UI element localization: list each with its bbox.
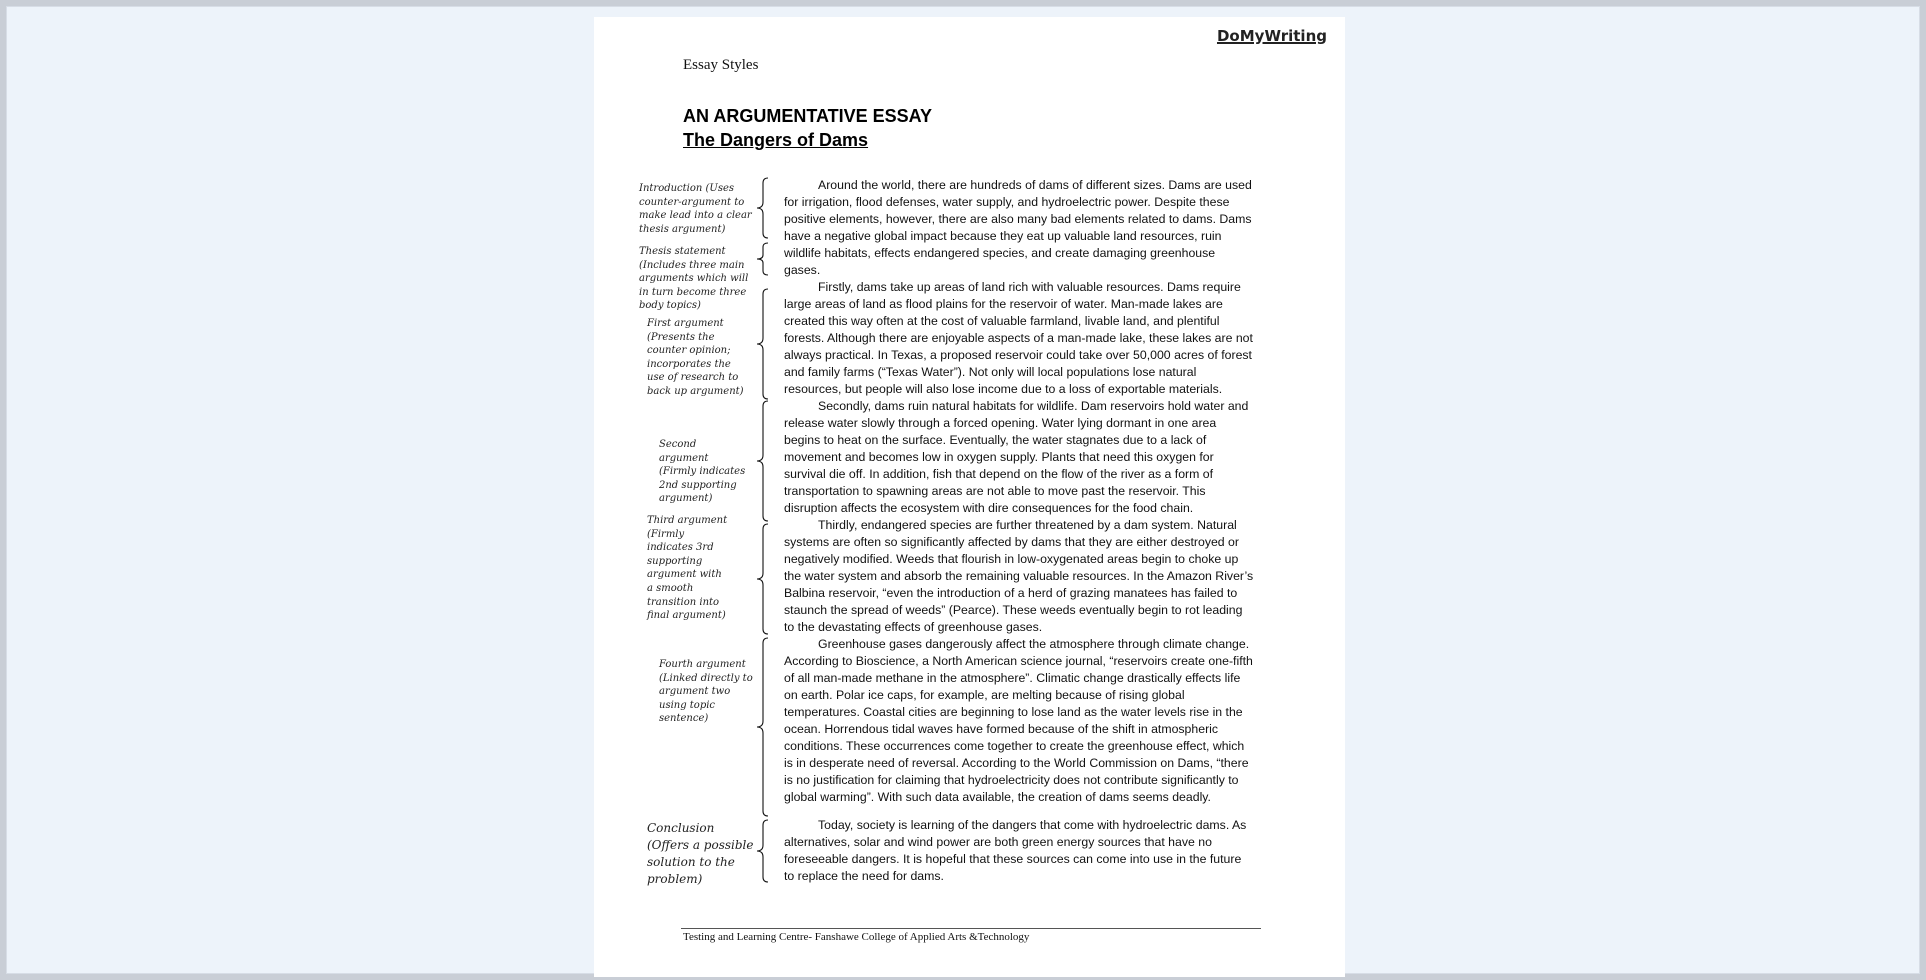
brace-fourth <box>754 637 778 817</box>
annotation-third: Third argument (Firmly indicates 3rd supporting argument with a smooth transition into final argument) <box>647 515 728 622</box>
paragraph-first-argument <box>784 279 1254 398</box>
paragraph-fourth-argument <box>784 636 1254 806</box>
annotation-fourth: Fourth argument (Linked directly to argument two using topic sentence) <box>659 659 753 725</box>
brace-thesis <box>754 242 778 276</box>
paragraph-fourth-argument-text: Greenhouse gases dangerously affect the atmosphere through climate change. According to Bioscience, a North American science journal, “reservoirs create one-fifth of all man-made methane in the atmosphere”. Climatic change drastically effects life on earth. Polar ice caps, for example, are melting because of rising global temperatures. Coastal cities are beginning to lose land as the water levels rise in the ocean. Horrendous tidal waves have formed because of the shift in atmospheric conditions. These occurrences come together to create the greenhouse effect, which is in desperate need of reversal. According to the World Commission on Dams, “there is no justification for claiming that hydroelectricity does not contribute significantly to global warming”. With such data available, the creation of dams seems deadly. <box>784 637 1253 804</box>
paragraph-introduction <box>784 177 1254 279</box>
brace-third <box>754 523 778 635</box>
annotation-thesis: Thesis statement (Includes three main arguments which will in turn become three body topics) <box>639 246 749 312</box>
annotation-first: First argument (Presents the counter opinion; incorporates the use of research to back up argument) <box>647 318 744 397</box>
annotation-conclusion: Conclusion (Offers a possible solution to the problem) <box>647 821 754 886</box>
document-viewer[interactable] <box>6 6 1920 974</box>
brace-first <box>754 288 778 400</box>
brace-conclusion <box>754 819 778 883</box>
brace-second <box>754 400 778 522</box>
paragraph-first-argument-text: Firstly, dams take up areas of land rich with valuable resources. Dams require large areas of land as flood plains for the reservoir of water. Man-made lakes are created this way often at the cost of valuable farmland, livable land, and plentiful forests. Although there are enjoyable aspects of a man-made lake, these lakes are not always practical. In Texas, a proposed reservoir could take over 50,000 acres of forest and family farms (“Texas Water”). Not only will local populations lose natural resources, but people will also lose income due to a loss of exportable materials. <box>784 280 1253 396</box>
page-footer: Testing and Learning Centre- Fanshawe College of Applied Arts &Technology <box>683 931 1030 943</box>
annotation-second: Second argument (Firmly indicates 2nd supporting argument) <box>659 439 746 505</box>
page-header: Essay Styles <box>683 57 759 73</box>
footer-divider <box>681 928 1261 929</box>
paragraph-second-argument <box>784 398 1254 517</box>
paragraph-third-argument <box>784 517 1254 636</box>
annotation-intro: Introduction (Uses counter-argument to make lead into a clear thesis argument) <box>639 183 752 235</box>
paragraph-third-argument-text: Thirdly, endangered species are further threatened by a dam system. Natural systems are often so significantly affected by dams that they are either destroyed or negatively modified. Weeds that flourish in low-oxygenated areas begin to choke up the water system and absorb the remaining valuable resources. In the Amazon River’s Balbina reservoir, “even the introduction of a herd of grazing manatees has failed to staunch the spread of weeds” (Pearce). These weeds eventually begin to rot leading to the devastating effects of greenhouse gases. <box>784 518 1254 634</box>
essay-title: AN ARGUMENTATIVE ESSAY <box>683 106 933 126</box>
essay-subtitle: The Dangers of Dams <box>683 130 869 150</box>
paragraph-conclusion-text: Today, society is learning of the dangers that come with hydroelectric dams. As alternatives, solar and wind power are both green energy sources that have no foreseeable dangers. It is hopeful that these sources can come into use in the future to replace the need for dams. <box>784 818 1247 883</box>
brand-logo[interactable]: DoMyWriting <box>1216 27 1327 45</box>
paragraph-conclusion <box>784 817 1254 885</box>
paragraph-second-argument-text: Secondly, dams ruin natural habitats for wildlife. Dam reservoirs hold water and release water slowly through a forced opening. Water lying dormant in one area begins to heat on the surface. Eventually, the water stagnates due to a lack of movement and becomes low in oxygen supply. Plants that need this oxygen for survival die off. In addition, fish that depend on the flow of the river as a form of transportation to spawning areas are not able to move past the reservoir. This disruption affects the ecosystem with dire consequences for the food chain. <box>784 399 1249 515</box>
document-page <box>594 17 1345 977</box>
paragraph-introduction-text: Around the world, there are hundreds of dams of different sizes. Dams are used for irrigation, flood defenses, water supply, and hydroelectric power. Despite these positive elements, however, there are also many bad elements related to dams. Dams have a negative global impact because they eat up valuable land resources, ruin wildlife habitats, effects endangered species, and create damaging greenhouse gases. <box>784 178 1252 277</box>
brace-intro <box>754 177 778 239</box>
